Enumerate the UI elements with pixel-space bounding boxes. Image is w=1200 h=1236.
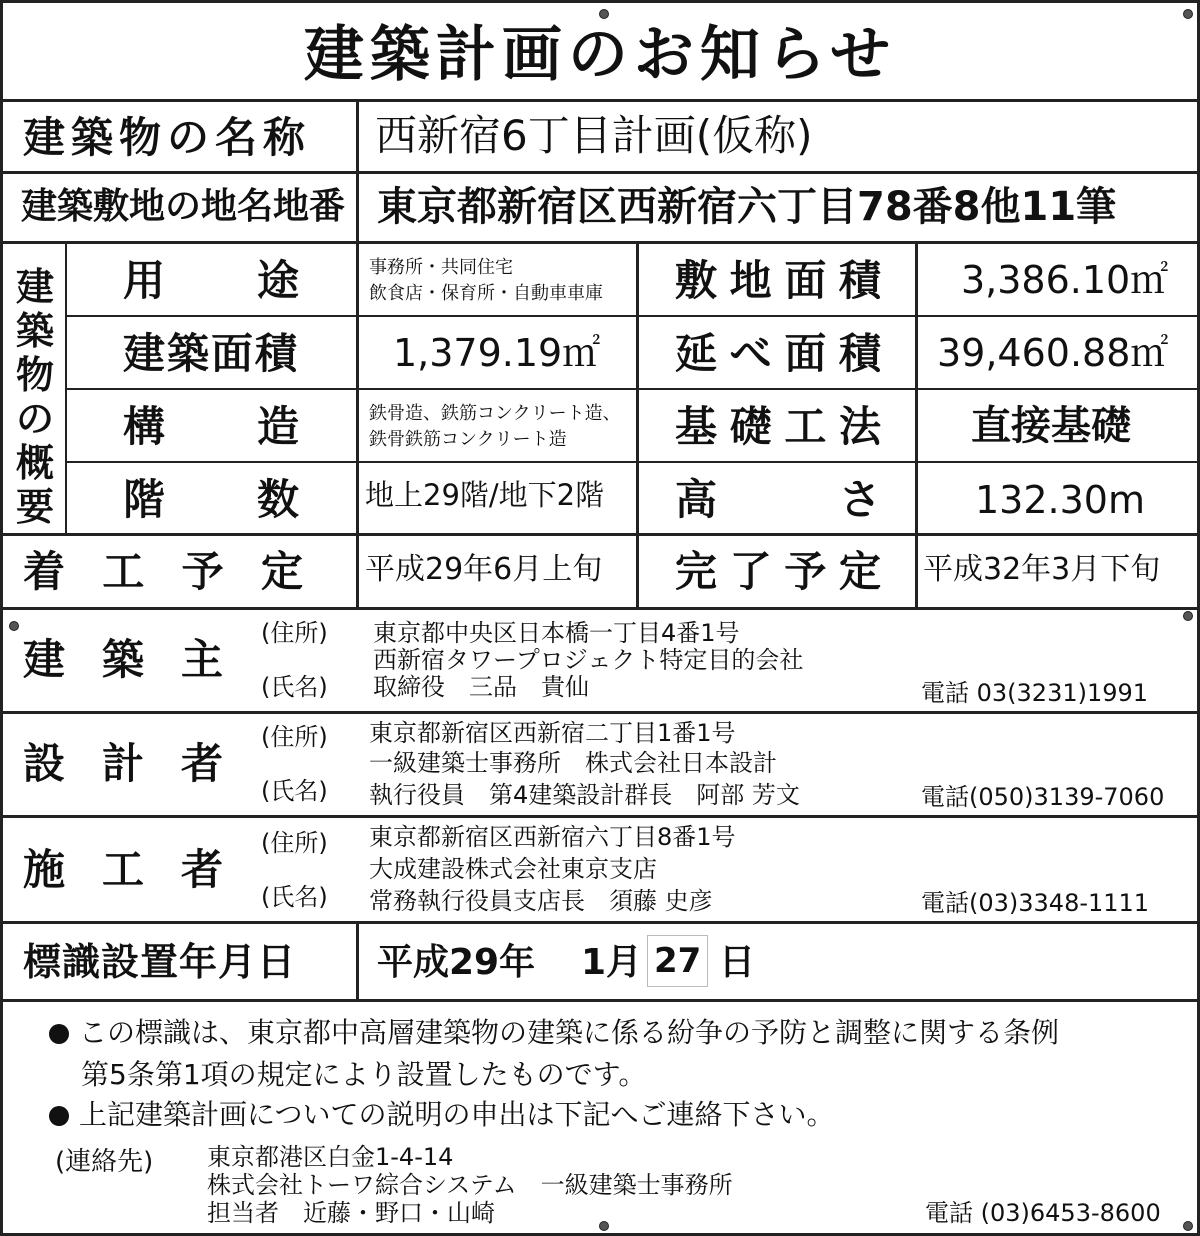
owner-address-tag: (住所) bbox=[261, 619, 328, 647]
divider bbox=[65, 315, 1197, 317]
designer-phone: 電話(050)3139-7060 bbox=[921, 783, 1165, 811]
divider bbox=[65, 241, 67, 535]
overview-label: 建 築 物 の 概 要 bbox=[15, 265, 54, 529]
structure-label-a: 構 bbox=[123, 402, 166, 451]
use-value-line1: 事務所・共同住宅 bbox=[369, 257, 513, 278]
contractor-address-tag: (住所) bbox=[261, 829, 328, 857]
start-label: 着 工 予 定 bbox=[23, 547, 303, 596]
structure-value-line2: 鉄骨鉄筋コンクリート造 bbox=[369, 429, 567, 450]
divider bbox=[65, 461, 1197, 463]
owner-line2: 西新宿タワープロジェクト特定目的会社 bbox=[373, 646, 804, 674]
contractor-line1: 東京都新宿区西新宿六丁目8番1号 bbox=[369, 823, 736, 851]
building-name-value: 西新宿6丁目計画(仮称) bbox=[375, 111, 813, 160]
structure-label-b: 造 bbox=[257, 402, 300, 451]
divider bbox=[356, 99, 359, 609]
building-area-label: 建築面積 bbox=[123, 329, 300, 378]
divider bbox=[65, 388, 1197, 390]
start-value: 平成29年6月上旬 bbox=[365, 552, 603, 587]
height-label-b: さ bbox=[839, 475, 882, 524]
floors-label-b: 数 bbox=[257, 475, 300, 524]
sign-date-label: 標識設置年月日 bbox=[23, 940, 297, 984]
complete-label: 完 了 予 定 bbox=[675, 547, 881, 596]
site-address-label: 建築敷地の地名地番 bbox=[21, 186, 346, 227]
screw-icon bbox=[1183, 9, 1193, 19]
total-floor-area-value: 39,460.88㎡ bbox=[937, 331, 1169, 375]
designer-label: 設 計 者 bbox=[23, 739, 223, 788]
site-area-value: 3,386.10㎡ bbox=[961, 258, 1169, 302]
complete-value: 平成32年3月下旬 bbox=[923, 552, 1161, 587]
divider bbox=[3, 171, 1197, 174]
note-2: 上記建築計画についての説明の申出は下記へご連絡下さい。 bbox=[49, 1101, 834, 1129]
bullet-icon bbox=[49, 1106, 69, 1126]
use-value-line2: 飲食店・保育所・自動車車庫 bbox=[369, 283, 603, 304]
height-label-a: 高 bbox=[675, 475, 718, 524]
height-value: 132.30m bbox=[975, 478, 1145, 522]
foundation-label: 基 礎 工 法 bbox=[675, 402, 881, 451]
divider bbox=[3, 711, 1197, 714]
contractor-line3: 常務執行役員支店長 須藤 史彦 bbox=[369, 887, 713, 915]
designer-name-tag: (氏名) bbox=[261, 777, 328, 805]
owner-phone: 電話 03(3231)1991 bbox=[921, 679, 1149, 707]
sign-date-day: 27 bbox=[647, 935, 708, 987]
divider bbox=[3, 921, 1197, 924]
designer-address-tag: (住所) bbox=[261, 723, 328, 751]
contractor-line2: 大成建設株式会社東京支店 bbox=[369, 855, 657, 883]
contact-label: (連絡先) bbox=[55, 1147, 154, 1177]
contractor-label: 施 工 者 bbox=[23, 845, 223, 894]
foundation-value: 直接基礎 bbox=[971, 403, 1131, 449]
owner-line1: 東京都中央区日本橋一丁目4番1号 bbox=[373, 619, 740, 647]
contact-line2: 株式会社トーワ綜合システム 一級建築士事務所 bbox=[207, 1171, 733, 1199]
screw-icon bbox=[599, 1221, 609, 1231]
divider bbox=[915, 241, 918, 609]
contact-phone: 電話 (03)6453-8600 bbox=[925, 1199, 1161, 1227]
use-label-b: 途 bbox=[257, 256, 300, 305]
note-1-cont: 第5条第1項の規定により設置したものです。 bbox=[81, 1058, 647, 1091]
bullet-icon bbox=[49, 1024, 69, 1044]
building-area-value: 1,379.19㎡ bbox=[393, 331, 601, 375]
designer-line1: 東京都新宿区西新宿二丁目1番1号 bbox=[369, 719, 736, 747]
divider bbox=[3, 607, 1197, 610]
screw-icon bbox=[1183, 1221, 1193, 1231]
divider bbox=[3, 241, 1197, 244]
site-address-value: 東京都新宿区西新宿六丁目78番8他11筆 bbox=[377, 184, 1117, 230]
building-name-label: 建築物の名称 bbox=[23, 113, 312, 162]
sign-date-year: 平成29年 bbox=[377, 942, 536, 983]
screw-icon bbox=[599, 9, 609, 19]
divider bbox=[3, 999, 1197, 1002]
page-title: 建築計画のお知らせ bbox=[303, 20, 897, 90]
sign-date-day-suffix: 日 bbox=[719, 942, 756, 983]
owner-line3: 取締役 三品 貴仙 bbox=[373, 673, 589, 701]
designer-line2: 一級建築士事務所 株式会社日本設計 bbox=[369, 749, 777, 777]
contractor-phone: 電話(03)3348-1111 bbox=[921, 889, 1150, 917]
site-area-label: 敷 地 面 積 bbox=[675, 256, 881, 305]
floors-value: 地上29階/地下2階 bbox=[365, 478, 605, 512]
contact-line3: 担当者 近藤・野口・山崎 bbox=[207, 1199, 495, 1227]
owner-name-tag: (氏名) bbox=[261, 673, 328, 701]
structure-value-line1: 鉄骨造、鉄筋コンクリート造、 bbox=[369, 403, 621, 424]
total-floor-area-label: 延 べ 面 積 bbox=[675, 329, 881, 378]
owner-label: 建 築 主 bbox=[23, 635, 223, 684]
floors-label-a: 階 bbox=[123, 475, 166, 524]
screw-icon bbox=[1183, 611, 1193, 621]
divider bbox=[3, 533, 1197, 536]
divider bbox=[636, 241, 639, 609]
divider bbox=[3, 99, 1197, 102]
divider bbox=[3, 815, 1197, 818]
designer-line3: 執行役員 第4建築設計群長 阿部 芳文 bbox=[369, 781, 800, 809]
divider bbox=[356, 921, 359, 1001]
contact-line1: 東京都港区白金1-4-14 bbox=[207, 1143, 454, 1171]
use-label-a: 用 bbox=[123, 256, 166, 305]
note-1: この標識は、東京都中高層建築物の建築に係る紛争の予防と調整に関する条例 bbox=[49, 1019, 1059, 1047]
contractor-name-tag: (氏名) bbox=[261, 883, 328, 911]
screw-icon bbox=[9, 621, 19, 631]
sign-date-month: 1月 bbox=[581, 942, 643, 983]
